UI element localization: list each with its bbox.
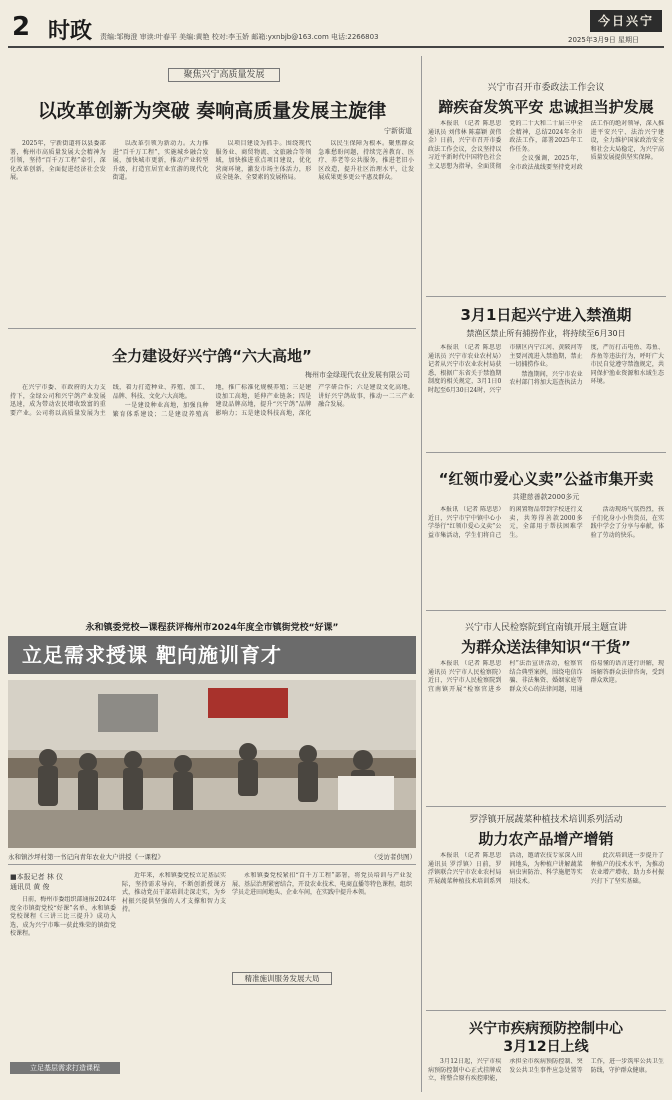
party-paragraph: 日前，梅州市委组织部通报2024年度全市镇街党校“好课”名单，永和镇委党校课程《三讲三比三提升》成功入选，成为兴宁市唯一获此殊荣的镇街党校课程。 <box>10 896 116 937</box>
charity-body <box>428 506 664 602</box>
highland-paragraph: 在兴宁市委、市政府的大力支持下，金绿公司和兴宁鸽产业发展迅速，成为带动农民增收致富的重要产业。公司将以高质量发展为主线，着力打造种业、养殖、加工、品牌、科技、文化六大高地。 <box>10 384 209 417</box>
divider <box>8 328 416 329</box>
divider <box>426 806 666 807</box>
divider <box>426 610 666 611</box>
classroom-photo <box>8 680 416 848</box>
wall-banner <box>208 688 288 718</box>
column-divider <box>421 56 422 1092</box>
divider <box>426 296 666 297</box>
fishing-body <box>428 344 664 444</box>
lecture-headline: 为群众送法律知识“干货” <box>461 638 631 656</box>
reform-paragraph: 以民生保障为根本。聚焦群众急难愁盼问题，持续完善教育、医疗、养老等公共服务，推进老旧小区改造，提升社区治理水平，让发展成果更多更公平惠及群众。 <box>318 140 414 181</box>
fishing-paragraph: 本报讯 （记者 陈思思 通讯员 兴宁市农业农村局）记者从兴宁市农业农村局获悉，根据广东省关于禁渔期制度的相关规定，3月1日0时起至6月30日24时，兴宁市辖区内宁江河、黄陂河等主要河流进入禁渔期，禁止一切捕捞作业。 <box>428 344 583 394</box>
farming-headline: 助力农产品增产增销 <box>478 830 614 848</box>
party-body-col1 <box>10 896 116 1060</box>
reform-byline: 宁新街道 <box>384 127 412 135</box>
divider <box>426 1010 666 1011</box>
editor-credits: 责编:邹梅澄 审读:叶春平 美编:黄艳 校对:李玉娇 邮箱:yxnbjb@163.com 电话:2266803 <box>100 33 379 41</box>
fishing-headline: 3月1日起兴宁进入禁渔期 <box>460 306 632 324</box>
party-byline-block <box>10 872 84 894</box>
lecture-kicker: 兴宁市人民检察院到宜南镇开展主题宣讲 <box>464 623 627 633</box>
lecture-body <box>428 660 664 800</box>
floor <box>8 810 416 848</box>
wall-screen <box>98 694 158 732</box>
photo-credit: （受访者供图） <box>370 853 416 861</box>
charity-byline: 共建慈善款2000多元 <box>512 493 580 501</box>
farming-paragraph: 此次培训进一步提升了种植户的技术水平，为推动农业增产增收、助力乡村振兴打下了坚实基础。 <box>590 852 664 885</box>
page-number: 2 <box>12 12 31 42</box>
charity-headline: “红领巾爱心义卖”公益市集开卖 <box>438 470 654 488</box>
cdc-headline: 兴宁市疾病预防控制中心 <box>469 1021 623 1037</box>
section-tag: 聚焦兴宁高质量发展 <box>168 68 280 82</box>
classroom-illustration <box>8 680 416 848</box>
cdc-paragraph: 3月12日起，兴宁市疾病预防控制中心正式挂牌成立，将整合原有疾控职能，承担全市疾病预防控制、突发公共卫生事件应急处置等工作，进一步筑牢公共卫生防线，守护群众健康。 <box>428 1058 664 1082</box>
lecture-paragraph: 本报讯 （记者 陈思思 通讯员 兴宁市人民检察院）近日，兴宁市人民检察院到宜南镇开展“检察官进乡村”法治宣讲活动，检察官结合典型案例，围绕电信诈骗、非法集资、婚姻家庭等群众关心的法律问题，用通俗易懂的语言进行讲解，现场解答群众法律咨询，受到群众欢迎。 <box>428 660 664 693</box>
farming-kicker: 罗浮镇开展蔬菜种植技术培训系列活动 <box>469 815 623 825</box>
party-byline-2: 通讯员 黄 俊 <box>10 883 50 891</box>
party-paragraph: 近年来，永和镇委党校立足基层实际，坚持需求导向，不断创新授课方式，推动党员干部培训走深走实，为乡村振兴提供坚强的人才支撑和智力支持。 <box>122 872 226 913</box>
reform-body <box>10 140 414 318</box>
page-category: 时政 <box>48 19 93 44</box>
party-body-col2 <box>122 872 226 1090</box>
reform-paragraph: 2025年，宁新街道将以县委部署，梅州市高质量发展大会精神为引领，坚持“百千万工程”牵引，深化改革创新，全面促进经济社会发展。 <box>10 140 106 181</box>
highland-headline: 全力建设好兴宁鸽“六大高地” <box>112 347 312 365</box>
issue-date: 2025年3月9日 星期日 <box>568 36 639 44</box>
cdc-body <box>428 1058 664 1094</box>
highland-byline: 梅州市金绿现代农业发展有限公司 <box>305 371 410 379</box>
court-body <box>428 120 664 288</box>
court-headline: 蹄疾奋发筑平安 忠诚担当护发展 <box>438 98 654 116</box>
reform-headline: 以改革创新为突破 奏响高质量发展主旋律 <box>37 100 387 122</box>
party-body-col3 <box>232 872 412 968</box>
highland-paragraph: 一是建设种业高地，加强良种繁育体系建设；二是建设养殖高地，推广标准化规模养殖；三是建设加工高地，延伸产业链条；四是建设品牌高地，提升“兴宁鸽”品牌影响力；五是建设科技高地，深化产学研合作；六是建设文化高地，讲好兴宁鸽故事，推动一二三产业融合发展。 <box>112 384 414 418</box>
farming-paragraph: 本报讯 （记者 陈思思 通讯员 罗浮镇）日前，罗浮镇联合兴宁市农业农村局开展蔬菜种植技术培训系列活动，邀请农技专家深入田间地头，为种植户讲解蔬菜病虫害防治、科学施肥等实用技术。 <box>428 852 583 885</box>
cdc-headline-2: 3月12日上线 <box>503 1039 589 1055</box>
newspaper-logo: 今日兴宁 <box>590 10 662 32</box>
party-subhead-2: 立足基层需求打造课程 <box>10 1062 120 1074</box>
masthead <box>8 8 664 48</box>
court-kicker: 兴宁市召开市委政法工作会议 <box>487 83 605 93</box>
court-paragraph: 会议强调，2025年，全市政法战线要坚持党对政法工作的绝对领导，深入推进平安兴宁、法治兴宁建设，全力维护国家政治安全和社会大局稳定，为兴宁高质量发展提供坚实保障。 <box>509 120 664 171</box>
fishing-subtitle: 禁渔区禁止所有捕捞作业，将持续至6月30日 <box>466 329 626 338</box>
party-school-kicker: 永和镇委党校—课程获评梅州市2024年度全市镇街党校“好课” <box>85 623 339 633</box>
charity-paragraph: 本报讯 （记者 陈思思）近日，兴宁市宁中镇中心小学举行“红领巾爱心义卖”公益市集活动，学生们将自己的闲置物品带到学校进行义卖，共筹得善款2000多元，全部用于帮扶困难学生。 <box>428 506 583 539</box>
charity-paragraph: 活动现场气氛热烈，孩子们化身小小售货员，在实践中学会了分享与奉献，体验了劳动的快乐。 <box>590 506 664 539</box>
fishing-paragraph: 禁渔期间，兴宁市农业农村部门将加大巡查执法力度，严厉打击电鱼、毒鱼、炸鱼等违法行为，呼吁广大市民自觉遵守禁渔规定，共同保护渔业资源和水域生态环境。 <box>509 344 664 386</box>
divider <box>426 452 666 453</box>
reform-paragraph: 以改革引领为新动力。大力推进“百千万工程”，实施城乡融合发展，加快城市更新，推动产业转型升级，打造宜居宜业宜游的现代化街道。 <box>112 140 209 181</box>
divider <box>8 864 416 865</box>
reform-paragraph: 以项目建设为抓手。围绕现代服务业、商贸物流、文旅融合等领域，加快推进重点项目建设，优化营商环境，激发市场主体活力，形成全链条、全要素的发展格局。 <box>215 140 312 181</box>
party-paragraph: 永和镇委党校紧扣“百千万工程”部署，将党员培训与产业发展、基层治理紧密结合，开设农业技术、电商直播等特色课程，组织学员走进田间地头、企业车间，在实践中提升本领。 <box>232 872 412 896</box>
farming-body <box>428 852 664 1004</box>
court-paragraph: 本报讯 （记者 陈思思 通讯员 刘伟林 陈嘉颖 黄伟金）日前，兴宁市召开市委政法工作会议，会议坚持以习近平新时代中国特色社会主义思想为指导，全面贯彻党的二十大和二十届三中全会精神，总结2024年全市政法工作，部署2025年工作任务。 <box>428 120 583 170</box>
party-subhead: 精准施训服务发展大局 <box>232 972 332 985</box>
highland-body <box>10 384 414 610</box>
party-byline: ■本报记者 林 仪 <box>10 873 64 881</box>
photo-caption <box>8 852 416 861</box>
caption-text: 永和镇沙坪村第一书记向青年农业大户讲授《一课程》 <box>8 853 164 861</box>
party-school-banner: 立足需求授课 靶向施训育才 <box>8 636 416 674</box>
